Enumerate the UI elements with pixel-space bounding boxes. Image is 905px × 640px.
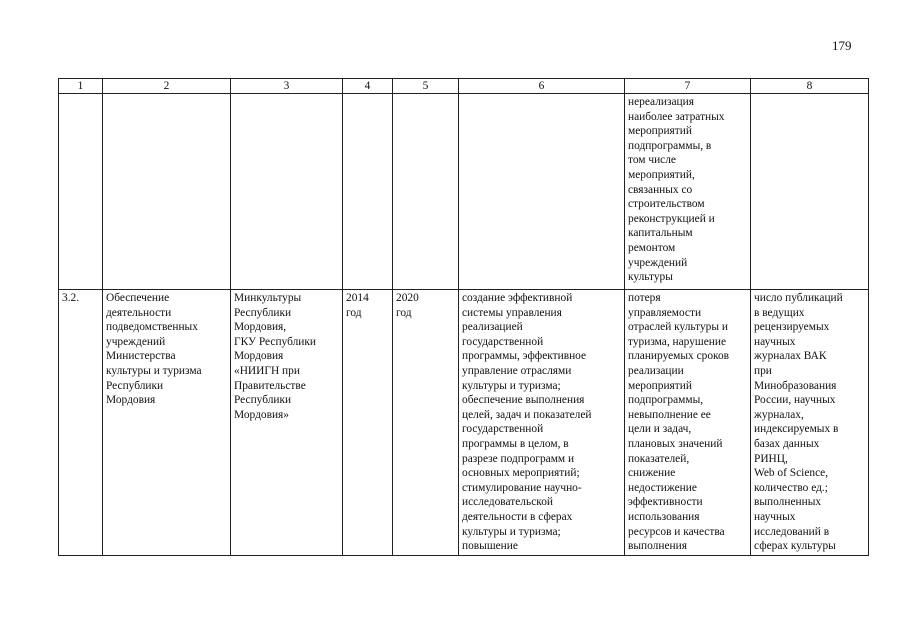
header-cell: 4 [343,79,393,94]
header-cell: 2 [103,79,231,94]
cell-start-year: 2014 год [343,290,393,556]
table-header-row [59,79,869,94]
cell-number: 3.2. [59,290,103,556]
cell-consequences: потеря управляемости отраслей культуры и туризма, нарушение планируемых сроков реализации мероприятий подпрограммы, невыполнение ее цели и задач, плановых значений показателей, снижение недостижение эффективности использования ресурсов и качества выполнения [625,290,751,556]
cell-executor: Минкультуры Республики Мордовия, ГКУ Республики Мордовия «НИИГН при Правительстве Республики Мордовия» [231,290,343,556]
cell-consequences: нереализация наиболее затратных мероприятий подпрограммы, в том числе мероприятий, связанных со строительством реконструкцией и капитальным ремонтом учреждений культуры [625,94,751,290]
cell-start-year [343,94,393,290]
cell-expected-result [459,94,625,290]
cell-expected-result: создание эффективной системы управления реализацией государственной программы, эффективное управление отраслями культуры и туризма; обеспечение выполнения целей, задач и показателей государственной программы в целом, в разрезе подпрограмм и основных мероприятий; стимулирование научно- исследовательской деятельности в сферах культуры и туризма; повышение [459,290,625,556]
header-cell: 5 [393,79,459,94]
header-cell: 6 [459,79,625,94]
cell-number [59,94,103,290]
page-number: 179 [832,38,852,53]
header-cell: 7 [625,79,751,94]
cell-executor [231,94,343,290]
header-cell: 8 [751,79,869,94]
cell-measure: Обеспечение деятельности подведомственных учреждений Министерства культуры и туризма Республики Мордовия [103,290,231,556]
table-row [59,94,869,290]
cell-end-year: 2020 год [393,290,459,556]
cell-end-year [393,94,459,290]
cell-indicators [751,94,869,290]
cell-indicators: число публикаций в ведущих рецензируемых научных журналах ВАК при Минобразования России, научных журналах, индексируемых в базах данных РИНЦ, Web of Science, количество ед.; выполненных научных исследований в сферах культуры [751,290,869,556]
document-table [58,78,869,556]
cell-measure [103,94,231,290]
header-cell: 1 [59,79,103,94]
table-row [59,290,869,556]
header-cell: 3 [231,79,343,94]
